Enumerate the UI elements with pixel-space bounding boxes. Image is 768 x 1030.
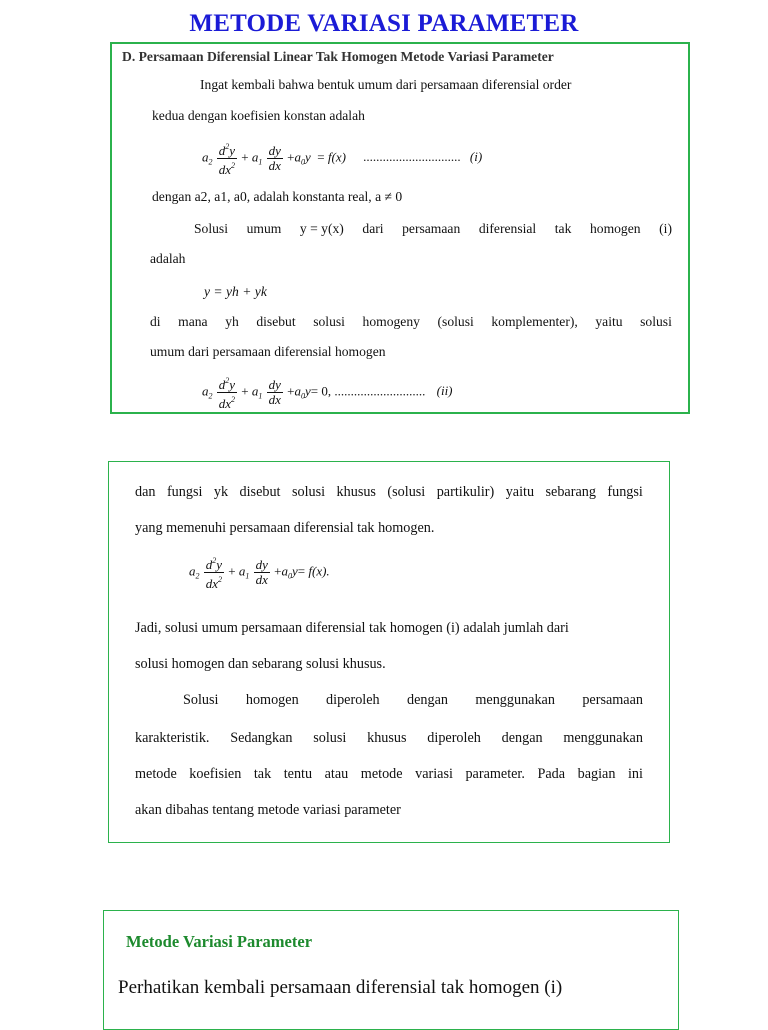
word: (i)	[659, 221, 672, 236]
word: solusi	[313, 730, 347, 746]
word: Solusi	[194, 221, 228, 236]
word: khusus	[367, 730, 407, 746]
section-d-box	[110, 42, 690, 414]
word: disebut	[256, 314, 296, 329]
word: sebarang	[545, 484, 596, 500]
paragraph-line-justified	[150, 314, 672, 330]
paragraph-line: Jadi, solusi umum persamaan diferensial tak homogen (i) adalah jumlah dari	[135, 620, 569, 636]
equation-sum: y = yh + yk	[204, 284, 267, 299]
section-d-heading: D. Persamaan Diferensial Linear Tak Homogen Metode Variasi Parameter	[122, 49, 554, 64]
word: variasi	[415, 766, 453, 782]
word: dengan	[407, 692, 448, 708]
word: dari	[362, 221, 384, 236]
paragraph-line-justified	[135, 730, 643, 747]
word: persamaan	[582, 692, 643, 708]
equation-i: $a_2$ $\frac{d^2y}{dx^2}$ + $a_1$ $\frac{dy}{dx}$ $+a_0y = f(x)$ .............................. (i)	[202, 142, 483, 177]
paragraph-line-justified	[135, 766, 643, 783]
word: yaitu	[505, 484, 535, 500]
word: Sedangkan	[230, 730, 293, 746]
word: yaitu	[595, 314, 623, 329]
word: solusi	[640, 314, 672, 329]
word: persamaan	[402, 221, 461, 236]
word: bagian	[577, 766, 616, 782]
word: diperoleh	[427, 730, 481, 746]
word: y = y(x)	[299, 221, 344, 236]
word: ini	[627, 766, 643, 782]
word: (solusi	[437, 314, 474, 329]
word: yh	[225, 314, 239, 329]
word: metode	[135, 766, 177, 782]
word: diferensial	[478, 221, 537, 236]
word: diperoleh	[326, 692, 380, 708]
word: mana	[178, 314, 208, 329]
word: homogen	[245, 692, 299, 708]
word: dengan	[501, 730, 543, 746]
word: Solusi	[183, 692, 219, 708]
page-title: METODE VARIASI PARAMETER	[189, 10, 579, 37]
paragraph-line: umum dari persamaan diferensial homogen	[150, 344, 386, 359]
word: parameter.	[465, 766, 525, 782]
word: komplementer),	[491, 314, 578, 329]
word: umum	[246, 221, 282, 236]
paragraph-line-justified	[135, 484, 643, 501]
word: fungsi	[166, 484, 203, 500]
word: khusus	[336, 484, 376, 500]
paragraph-line: adalah	[150, 251, 186, 266]
paragraph-line: solusi homogen dan sebarang solusi khusus.	[135, 656, 386, 672]
paragraph-line-justified	[194, 221, 672, 237]
equation-label: (i)	[469, 149, 483, 165]
equation-leader-dots: ............................	[334, 383, 426, 399]
word: koefisien	[189, 766, 242, 782]
explanation-box	[108, 461, 670, 843]
word: karakteristik.	[135, 730, 210, 746]
word: menggunakan	[563, 730, 643, 746]
word: metode	[360, 766, 403, 782]
paragraph-line: kedua dengan koefisien konstan adalah	[152, 108, 365, 123]
word: menggunakan	[475, 692, 555, 708]
word: (solusi	[387, 484, 426, 500]
word: tak	[253, 766, 272, 782]
word: solusi	[291, 484, 326, 500]
paragraph-line: dengan a2, a1, a0, adalah konstanta real, a ≠ 0	[152, 189, 403, 204]
paragraph-line: Ingat kembali bahwa bentuk umum dari persamaan diferensial order	[200, 77, 572, 92]
metode-variasi-box	[103, 910, 679, 1030]
equation-ii: $a_2$ $\frac{d^2y}{dx^2}$ + $a_1$ $\frac{dy}{dx}$ $+a_0y= 0$, ............................ (ii)	[202, 376, 453, 411]
word: disebut	[239, 484, 281, 500]
word: homogeny	[362, 314, 420, 329]
word: partikulir)	[436, 484, 495, 500]
word: tentu	[283, 766, 313, 782]
word: dan	[135, 484, 156, 500]
word: di	[150, 314, 161, 329]
equation-leader-dots: ..............................	[363, 149, 461, 165]
paragraph-line-justified	[183, 692, 643, 709]
word: homogen	[589, 221, 641, 236]
section-title: Metode Variasi Parameter	[126, 932, 313, 951]
word: atau	[324, 766, 349, 782]
paragraph-line: Perhatikan kembali persamaan diferensial tak homogen (i)	[118, 977, 563, 998]
word: tak	[554, 221, 572, 236]
word: solusi	[313, 314, 345, 329]
equation-nonhomogeneous: $a_2$ $\frac{d^2y}{dx^2}$ + $a_1$ $\frac{dy}{dx}$ $+a_0y= f(x)$.	[189, 556, 330, 591]
paragraph-line: akan dibahas tentang metode variasi parameter	[135, 802, 401, 818]
word: yk	[213, 484, 229, 500]
word: Pada	[537, 766, 566, 782]
word: fungsi	[607, 484, 643, 500]
paragraph-line: yang memenuhi persamaan diferensial tak homogen.	[135, 520, 435, 536]
equation-label: (ii)	[436, 383, 453, 399]
